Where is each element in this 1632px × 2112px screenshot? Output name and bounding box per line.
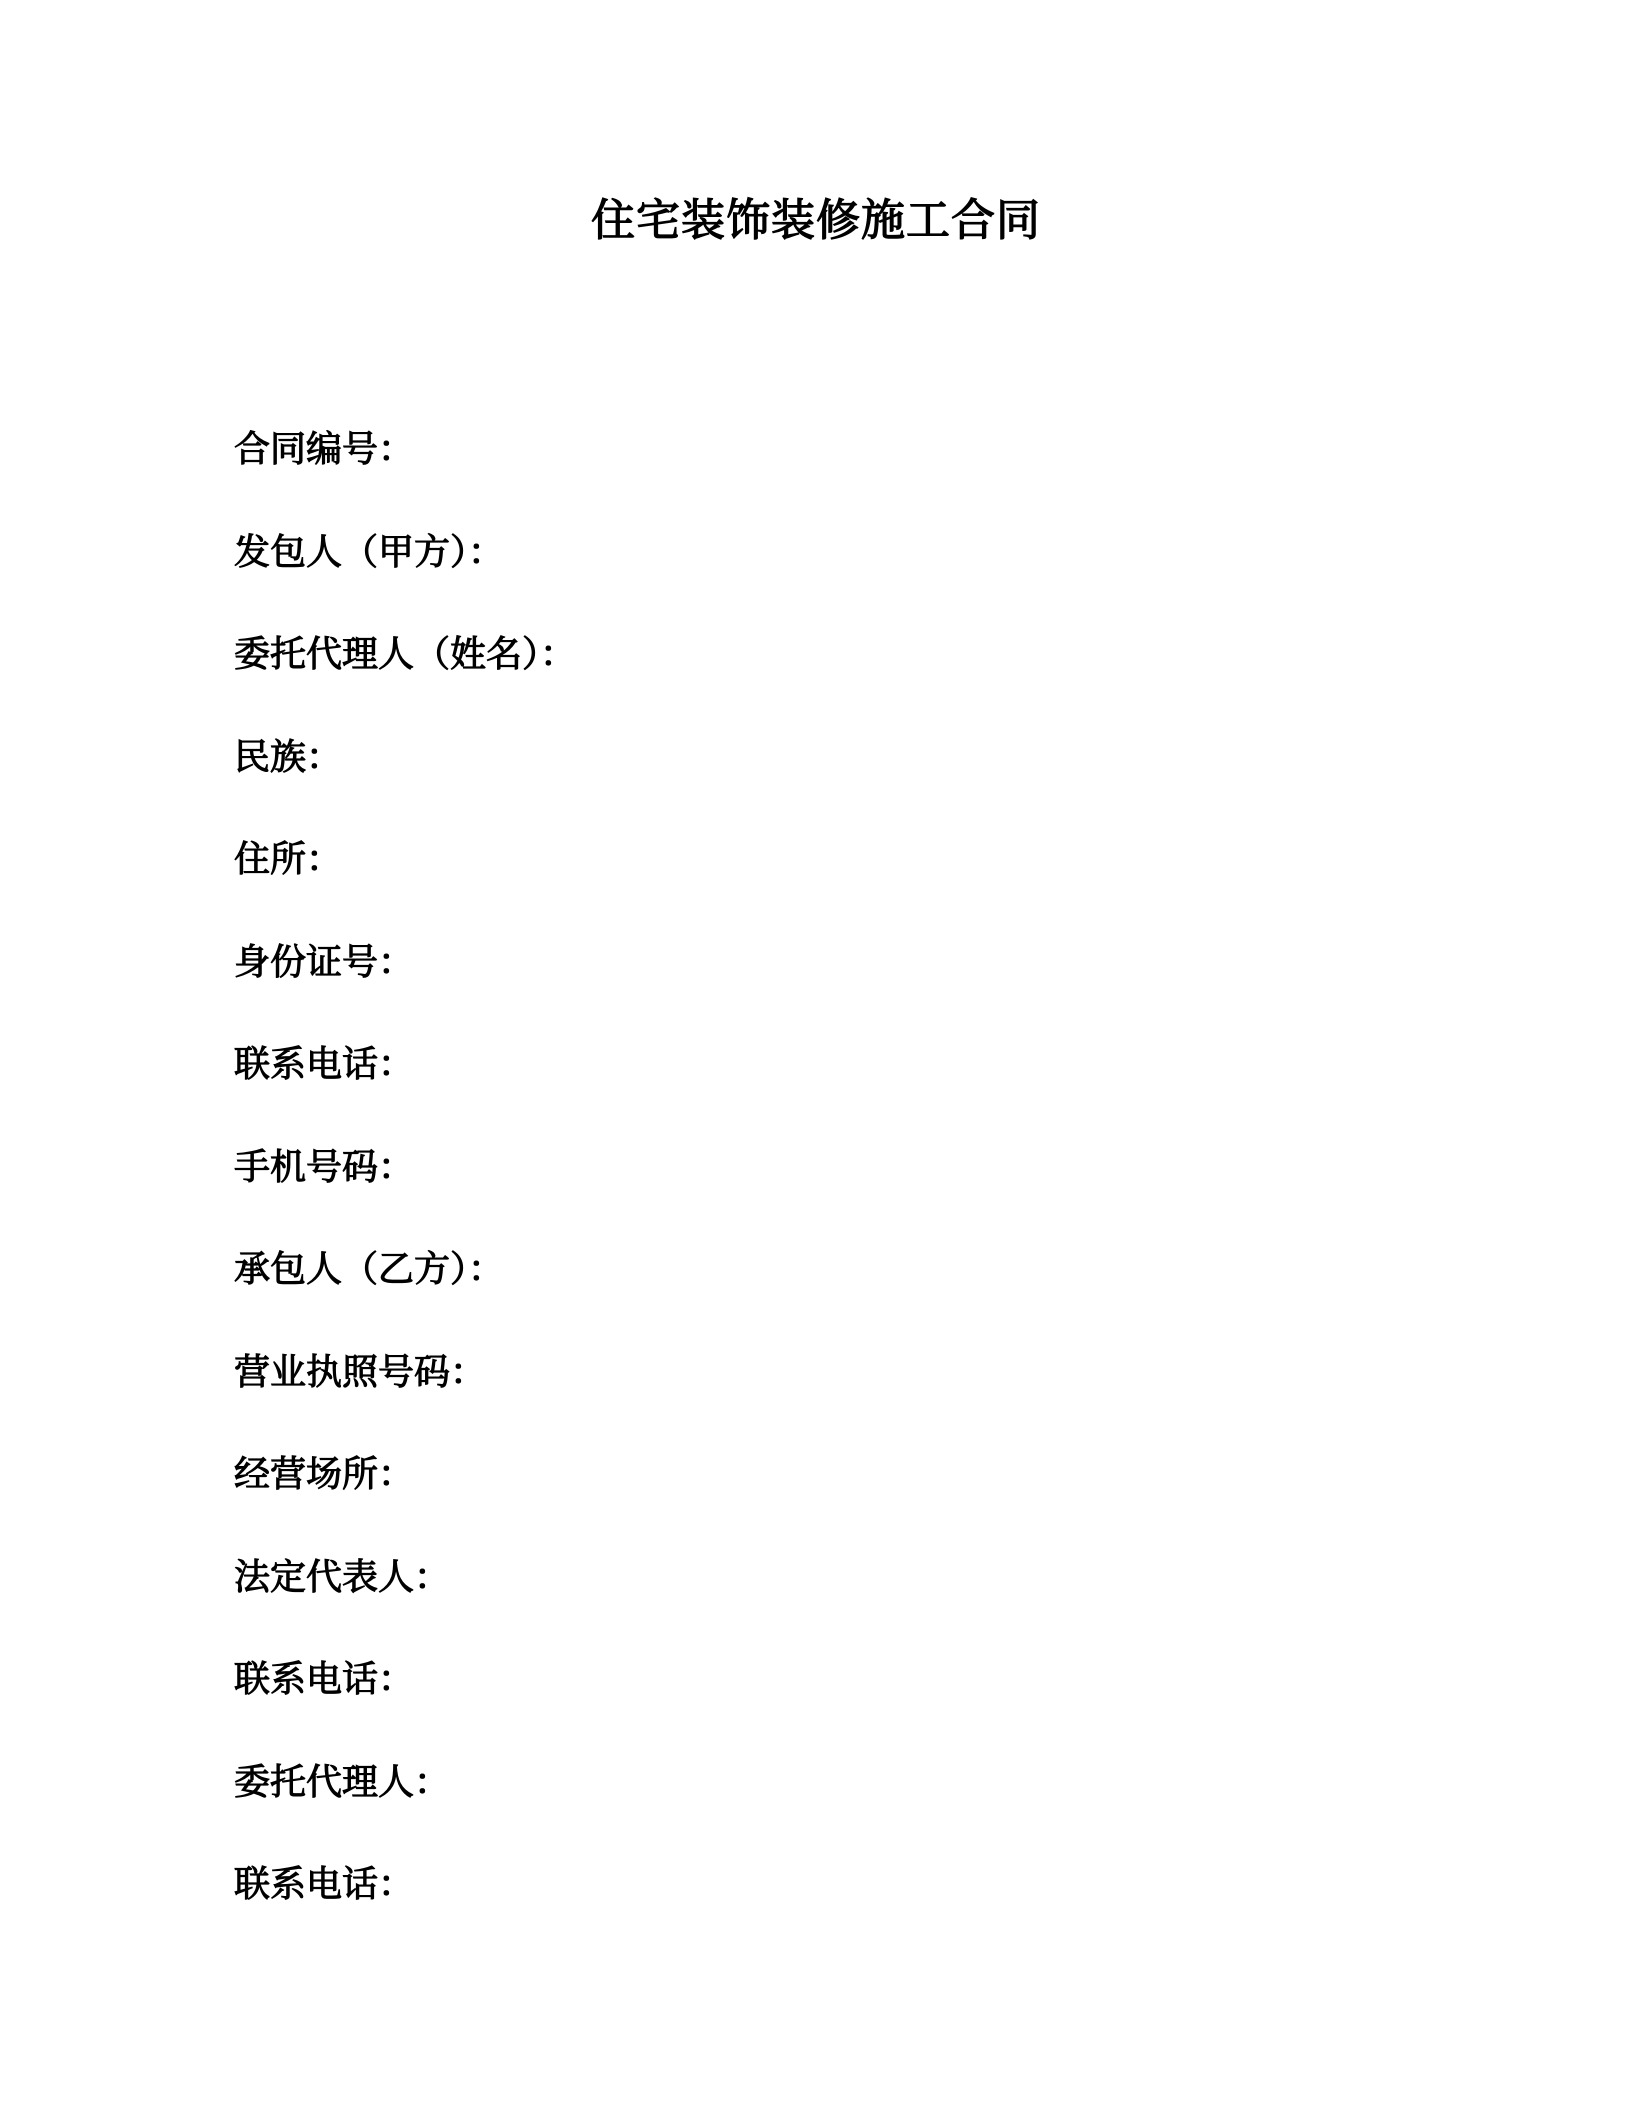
field-employer-party-a: 发包人（甲方）： — [234, 530, 505, 572]
field-legal-representative: 法定代表人： — [234, 1555, 451, 1597]
field-contact-phone-a: 联系电话： — [234, 1043, 415, 1084]
field-business-premises: 经营场所： — [234, 1453, 415, 1494]
field-contract-number: 合同编号： — [234, 428, 415, 469]
field-contractor-party-b: 承包人（乙方）： — [234, 1248, 505, 1289]
field-residence: 住所： — [234, 838, 343, 879]
field-entrusted-agent: 委托代理人： — [234, 1760, 451, 1802]
contract-fields-list — [234, 398, 1512, 1936]
document-title: 住宅装饰装修施工合同 — [591, 196, 1041, 245]
field-contact-phone-agent: 联系电话： — [234, 1863, 415, 1904]
field-mobile-number: 手机号码： — [234, 1145, 415, 1187]
field-business-license-number: 营业执照号码： — [234, 1350, 487, 1392]
field-id-number: 身份证号： — [234, 940, 415, 982]
field-contact-phone-b: 联系电话： — [234, 1658, 415, 1699]
field-ethnicity: 民族： — [234, 735, 343, 777]
field-entrusted-agent-name: 委托代理人（姓名）： — [234, 633, 577, 674]
